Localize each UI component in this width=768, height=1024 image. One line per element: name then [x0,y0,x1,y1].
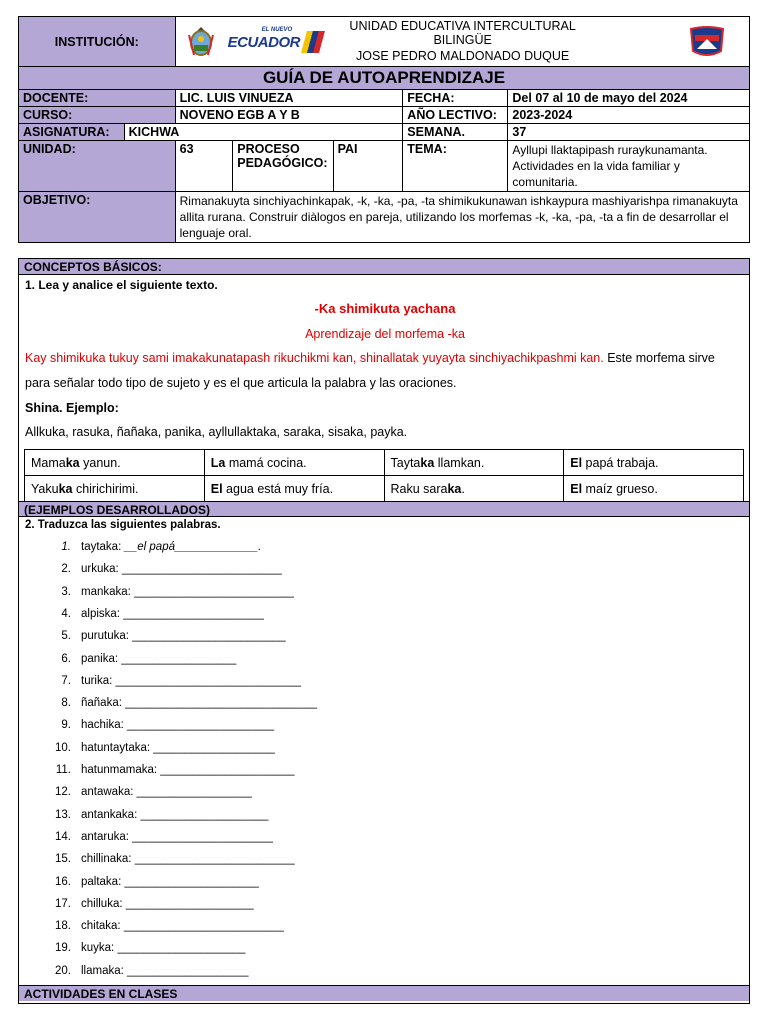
answer-blank[interactable]: ______________________ [123,607,264,620]
table-cell [564,476,744,502]
answer-blank[interactable]: _____________________ [124,875,259,888]
answer-blank[interactable]: ___________________ [153,741,275,754]
table-cell [204,450,384,476]
school-name-line-2: JOSE PEDRO MALDONADO DUQUE [356,49,570,63]
answer-blank[interactable]: _______________________ [127,719,275,732]
proceso-value: PAI [333,141,403,192]
fecha-value: Del 07 al 10 de mayo del 2024 [508,90,750,107]
government-logo [228,27,320,57]
list-item-word: antankaka: [81,808,141,821]
list-item-number: 6. [61,652,71,665]
asignatura-label-text: ASIGNATURA: [23,125,110,139]
list-item [49,762,295,778]
list-item-number: 14. [55,830,71,843]
list-item-word: alpiska: [81,607,124,620]
list-item [49,851,295,867]
list-item-word: chillinaka: [81,853,135,866]
list-item [49,584,294,600]
list-item-number: 3. [61,585,71,598]
cell-text: Raku saraka. [390,481,465,496]
list-item-word: hatuntaytaka: [81,741,154,754]
cell-text: Mamaka yanun. [31,455,121,470]
cell-text: El agua está muy fría. [210,481,334,496]
list-item-word: taytaka: [81,541,125,553]
list-item-word: purutuka: [81,630,133,643]
reading-paragraph-black-1: Este morfema sirve [607,351,715,365]
list-item-number: 4. [61,607,71,620]
school-info-cell [175,17,749,67]
asignatura-value [128,124,403,141]
list-item-word: llamaka: [81,964,128,977]
list-item [49,829,273,845]
reading-subtitle: Aprendizaje del morfema -ka [305,327,465,341]
answer-blank[interactable]: ____________________ [117,942,246,955]
cell-text: Yakuka chirichirimi. [31,481,139,496]
list-item-word: panika: [81,652,122,665]
answer-blank[interactable]: _________________________ [121,563,282,576]
list-item-number: 12. [55,786,71,799]
answer-blank[interactable]: _________________________ [123,920,284,933]
unidad-value: 63 [175,141,233,192]
cell-text: El papá trabaja. [570,455,659,470]
school-name-line-1: UNIDAD EDUCATIVA INTERCULTURAL BILINGÜE [349,19,576,47]
list-item-number: 2. [61,563,71,576]
list-item [49,717,274,733]
list-item-number: 20. [55,964,71,977]
list-item [49,963,249,979]
docente-value: LIC. LUIS VINUEZA [175,90,403,107]
concepts-section [18,258,750,1004]
list-item [49,784,252,800]
table-cell [25,450,205,476]
answer-blank[interactable]: _________________________ [134,853,295,866]
list-item [49,673,301,689]
tema-value: Ayllupi llaktapipash ruraykunamanta. Actividades en la vida familiar y comunitaria. [508,141,750,192]
institucion-label: INSTITUCIÓN: [19,17,176,67]
list-item-number: 19. [55,942,71,955]
examples-table [24,449,744,502]
list-item [49,606,264,622]
anio-label: AÑO LECTIVO: [403,107,508,124]
list-item [49,740,275,756]
guide-title: GUÍA DE AUTOAPRENDIZAJE [19,67,750,90]
semana-value: 37 [508,124,750,141]
example-label: Shina. Ejemplo: [25,401,119,415]
list-item-word: kuyka: [81,942,118,955]
objetivo-label: OBJETIVO: [19,192,176,243]
answer-blank[interactable]: __el papá_____________. [124,541,262,553]
list-item [49,940,245,956]
table-row [25,476,744,502]
examples-section-title: (EJEMPLOS DESARROLLADOS) [19,501,749,517]
list-item-number: 8. [61,697,71,710]
answer-blank[interactable]: ______________________________ [125,697,317,710]
answer-blank[interactable]: __________________ [136,786,252,799]
list-item-word: antaruka: [81,830,133,843]
government-logo-small: EL NUEVO [261,27,293,33]
table-cell [384,476,564,502]
list-item [49,918,284,934]
answer-blank[interactable]: __________________ [121,652,237,665]
list-item-number: 1. [61,541,71,553]
semana-label: SEMANA. [403,124,508,141]
cell-text: La mamá cocina. [210,455,307,470]
curso-label: CURSO: [19,107,176,124]
school-name-block [322,19,604,63]
fecha-label: FECHA: [403,90,508,107]
list-item [49,874,259,890]
answer-blank[interactable]: _____________________________ [115,674,301,687]
reading-title: -Ka shimikuta yachana [314,301,456,316]
cell-text: Taytaka llamkan. [390,455,485,470]
list-item-word: mankaka: [81,585,135,598]
list-item-word: chitaka: [81,920,124,933]
reading-paragraph-line-1 [25,351,749,365]
objetivo-value: Rimanakuyta sinchiyachinkapak, -k, -ka, -pa, -ta shimikukunawan ishkaypura mashiyarishpa rimanakuyta allita rurana. Construir diàlogos en pareja, utilizando los morfemas -k, -ka, -pa, -ta a fin de desarrollar el lenguaje oral. [175,192,749,243]
instruction-1: 1. Lea y analice el siguiente texto. [25,278,218,292]
docente-label: DOCENTE: [19,90,176,107]
list-item-word: ñañaka: [81,697,126,710]
list-item-number: 10. [55,741,71,754]
table-cell [384,450,564,476]
curso-value: NOVENO EGB A Y B [175,107,403,124]
list-item-word: hachika: [81,719,128,732]
list-item [49,628,286,644]
list-item-word: hatunmamaka: [81,764,161,776]
table-cell [25,476,205,502]
list-item [49,651,236,667]
list-item-word: paltaka: [81,875,125,888]
example-words: Allkuka, rasuka, ñañaka, panika, ayllullaktaka, saraka, sisaka, payka. [25,425,408,439]
answer-blank[interactable]: _________________________ [134,585,294,598]
table-cell [564,450,744,476]
table-cell [204,476,384,502]
answer-blank[interactable]: ____________________ [125,897,254,910]
header-table [18,16,750,243]
list-item-word: urkuka: [81,563,122,576]
list-item-word: turika: [81,674,116,687]
answer-blank[interactable]: ______________________ [132,830,273,843]
list-item [49,561,282,577]
instruction-2: 2. Traduzca las siguientes palabras. [25,519,221,531]
government-logo-text: ECUADOR [227,34,300,51]
list-item-number: 16. [55,875,71,888]
anio-value: 2023-2024 [508,107,750,124]
answer-blank[interactable]: _____________________ [160,764,295,776]
reading-paragraph-red: Kay shimikuka tukuy sami imakakunatapash rikuchikmi kan, shinallatak yuyayta sinchiyachikpashmi kan. [25,351,604,365]
list-item-word: chilluka: [81,897,126,910]
list-item [49,539,261,555]
cell-text: El maíz grueso. [570,481,658,496]
table-row [25,450,744,476]
answer-blank[interactable]: ___________________ [127,964,249,977]
ecuador-coat-of-arms-icon [186,25,216,59]
list-item [49,695,317,711]
school-emblem-icon [687,25,727,59]
concepts-title: CONCEPTOS BÁSICOS: [19,259,749,275]
list-item-number: 9. [61,719,71,732]
activities-title: ACTIVIDADES EN CLASES [19,985,749,1001]
list-item-number: 5. [61,630,71,643]
list-item-number: 11. [55,764,71,776]
asignatura-value-text: KICHWA [124,124,184,140]
list-item-word: antawaka: [81,786,137,799]
list-item-number: 13. [55,808,71,821]
answer-blank[interactable]: ____________________ [140,808,269,821]
tema-label: TEMA: [403,141,508,192]
reading-paragraph-line-2: para señalar todo tipo de sujeto y es el que articula la palabra y las oraciones. [25,376,457,390]
answer-blank[interactable]: ________________________ [132,630,286,643]
list-item-number: 18. [55,920,71,933]
list-item-number: 7. [61,674,71,687]
list-item-number: 17. [55,897,71,910]
list-item [49,896,254,912]
list-item-number: 15. [55,853,71,866]
unidad-label: UNIDAD: [19,141,176,192]
list-item [49,807,268,823]
proceso-label: PROCESO PEDAGÓGICO: [233,141,333,192]
